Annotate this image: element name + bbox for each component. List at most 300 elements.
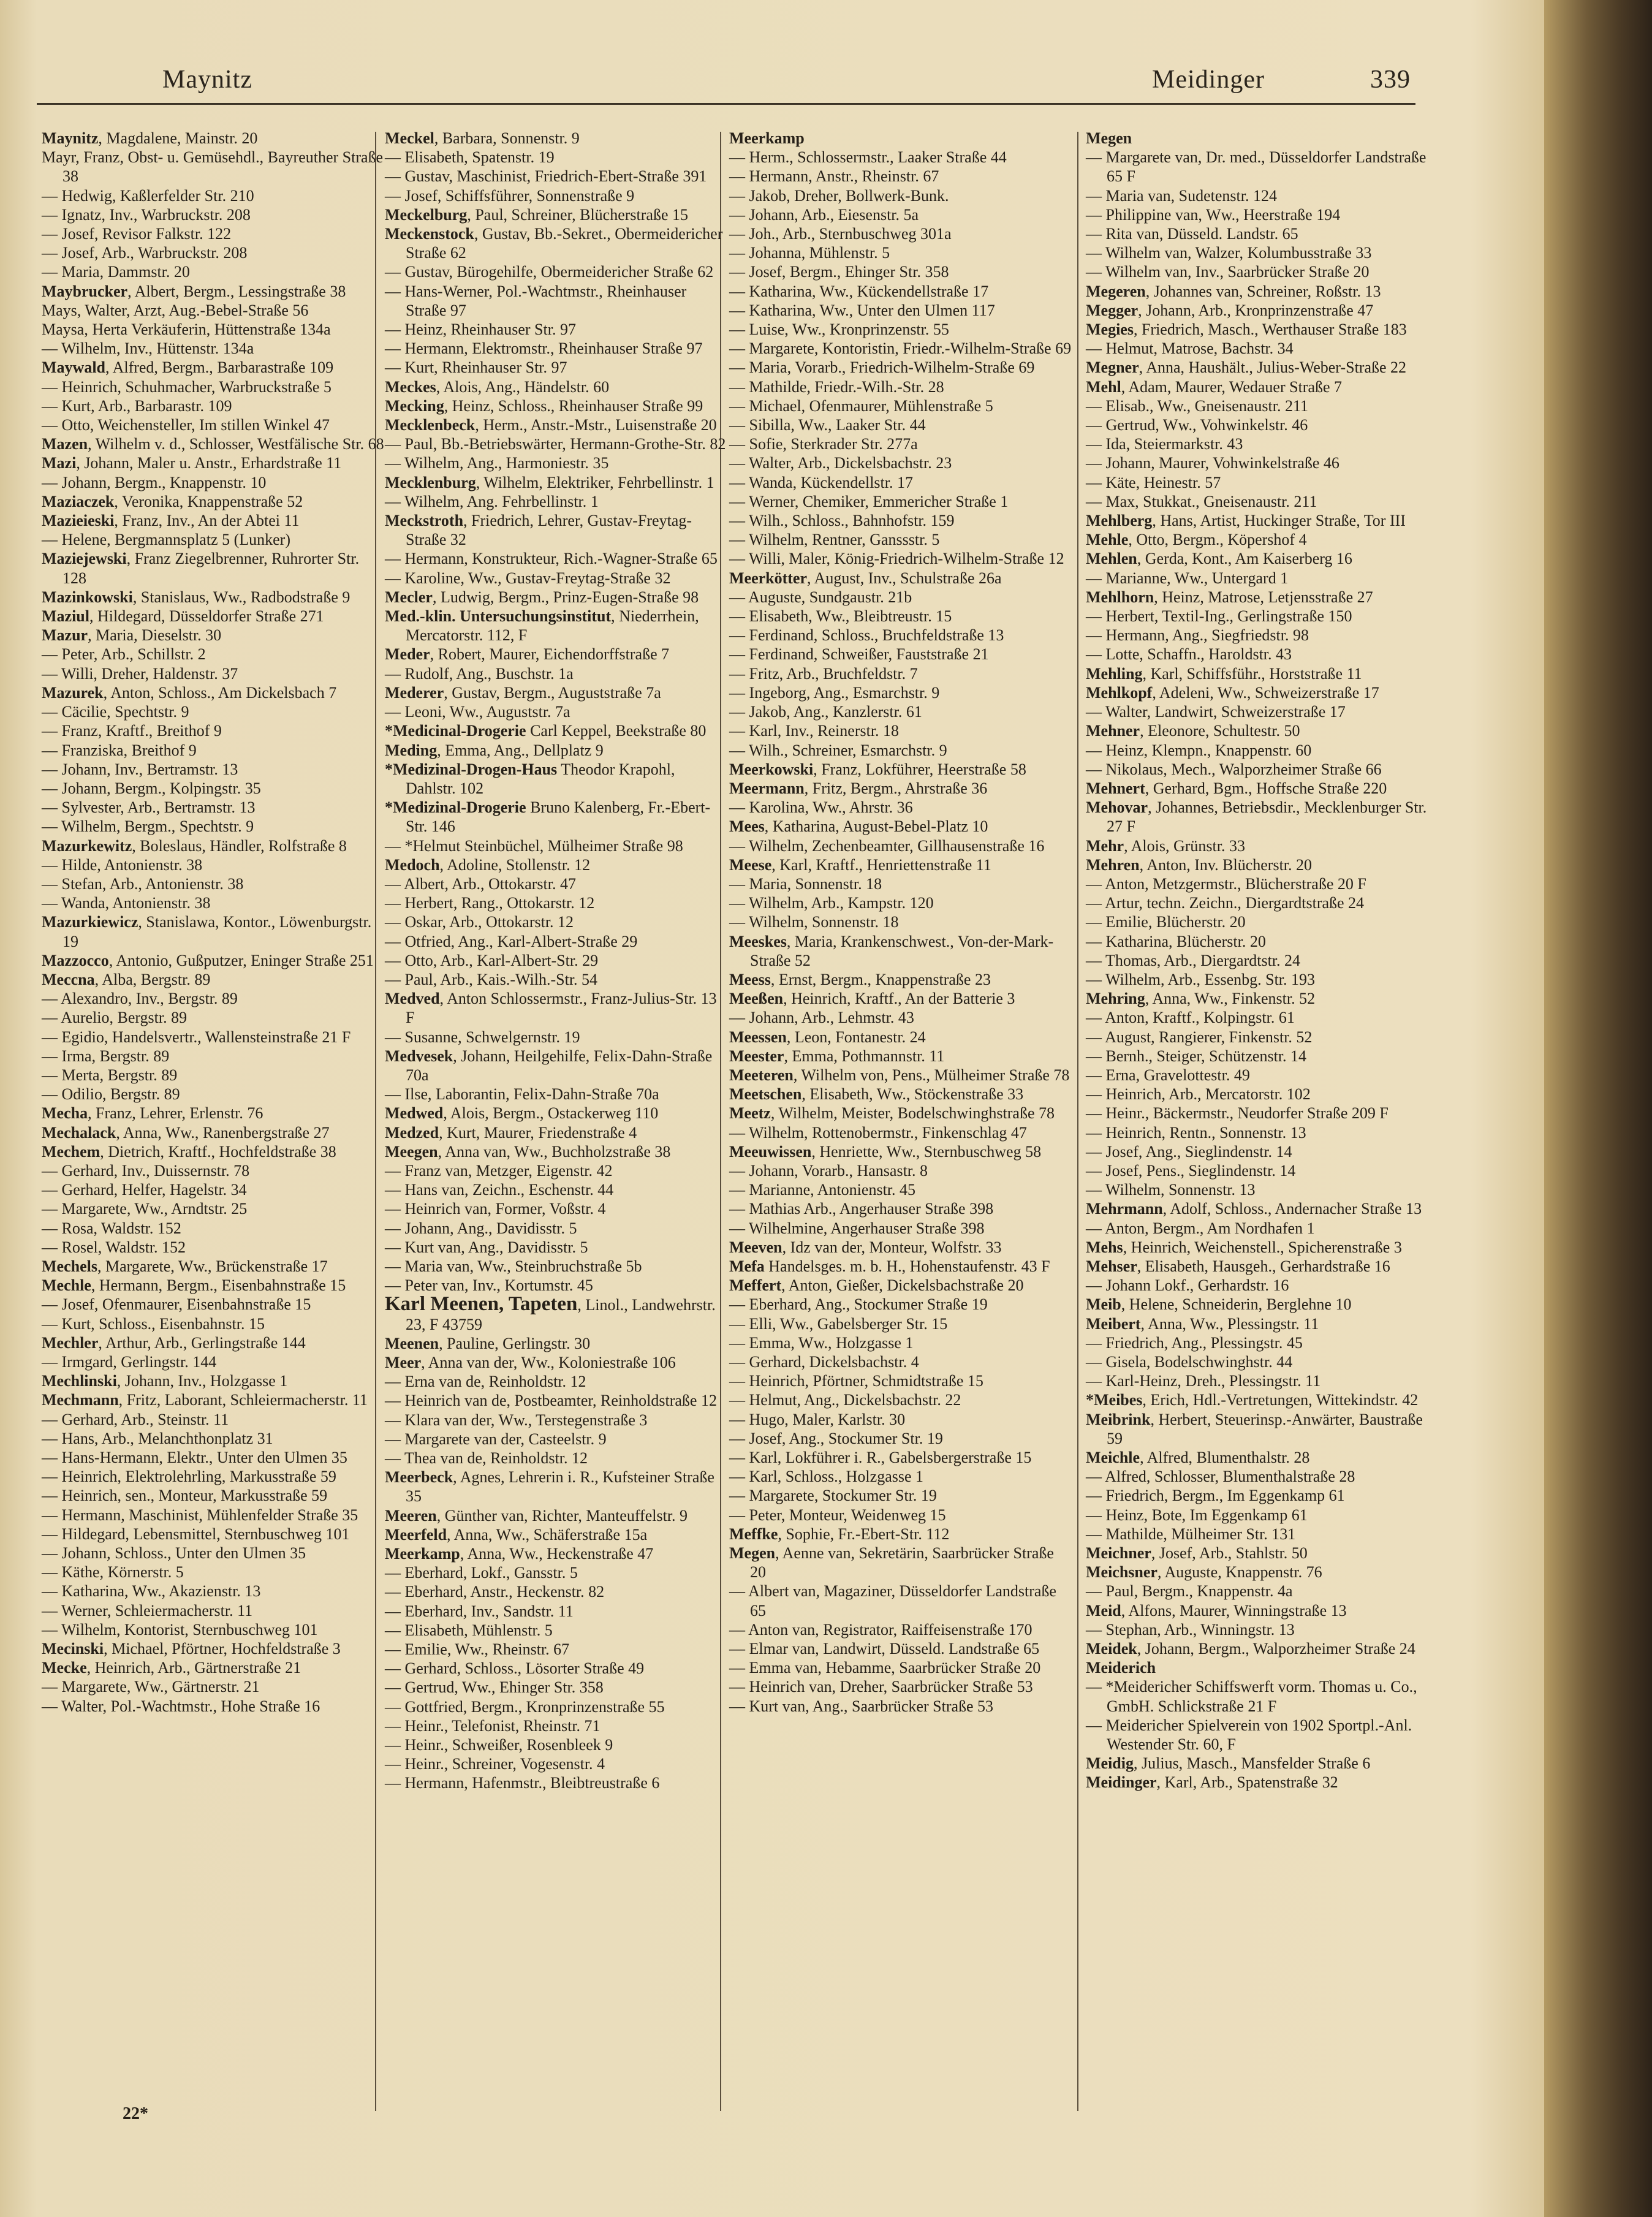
entry-details: , Johann, Maler u. Anstr., Erhardstraße 11	[76, 454, 342, 472]
directory-entry	[729, 912, 1072, 931]
entry-surname: Mehlkopf	[1086, 683, 1153, 702]
entry-details: , Margarete, Ww., Brückenstraße 17	[97, 1257, 328, 1275]
directory-entry	[729, 320, 1072, 339]
directory-entry	[1086, 1563, 1429, 1582]
directory-entry	[1086, 1658, 1429, 1677]
entry-details: , Hermann, Bergm., Eisenbahnstraße 15	[91, 1276, 346, 1295]
directory-entry	[729, 396, 1072, 415]
directory-entry	[729, 301, 1072, 320]
entry-details: — Emilie, Ww., Rheinstr. 67	[385, 1640, 570, 1659]
entry-details: , Johannes van, Schreiner, Roßstr. 13	[1145, 282, 1381, 300]
directory-entry	[385, 1430, 728, 1449]
directory-entry	[1086, 932, 1429, 951]
directory-entry	[42, 645, 385, 664]
entry-surname: Meibrink	[1086, 1410, 1151, 1428]
entry-details: — Alexandro, Inv., Bergstr. 89	[42, 990, 238, 1008]
directory-entry	[385, 358, 728, 377]
entry-details: — Heinrich van, Dreher, Saarbrücker Straße 53	[729, 1678, 1033, 1696]
directory-entry	[385, 377, 728, 396]
directory-entry	[385, 262, 728, 281]
directory-entry	[1086, 339, 1429, 358]
directory-entry	[385, 1468, 728, 1506]
directory-entry	[42, 1142, 385, 1161]
running-header-right: Meidinger	[1152, 66, 1265, 94]
directory-entry	[385, 1602, 728, 1621]
directory-entry	[1086, 1123, 1429, 1142]
entry-surname: Mehovar	[1086, 798, 1148, 817]
directory-entry	[1086, 492, 1429, 511]
entry-details: — Gustav, Maschinist, Friedrich-Ebert-Straße 391	[385, 167, 707, 186]
entry-details: — Gertrud, Ww., Vohwinkelstr. 46	[1086, 416, 1308, 434]
entry-details: — Karl, Lokführer i. R., Gabelsbergerstraße 15	[729, 1449, 1032, 1467]
directory-entry	[1086, 702, 1429, 721]
directory-entry	[1086, 1754, 1429, 1773]
entry-surname: Mehr	[1086, 836, 1124, 855]
directory-entry	[729, 148, 1072, 167]
entry-details: , Anna, Ww., Schäferstraße 15a	[447, 1525, 648, 1544]
directory-entry	[1086, 530, 1429, 549]
entry-details: , August, Inv., Schulstraße 26a	[807, 569, 1002, 587]
directory-entry	[1086, 377, 1429, 396]
directory-entry	[385, 492, 728, 511]
entry-details: , Emma, Ang., Dellplatz 9	[437, 741, 604, 759]
entry-surname: Maziaczek	[42, 492, 115, 510]
entry-details: , Anna, Ww., Plessingstr. 11	[1140, 1314, 1319, 1333]
entry-details: — Wilh., Schreiner, Esmarchstr. 9	[729, 741, 947, 759]
directory-entry	[729, 1390, 1072, 1409]
directory-entry	[385, 129, 728, 148]
directory-entry	[385, 664, 728, 683]
entry-details: , Fritz, Bergm., Ahrstraße 36	[804, 779, 988, 797]
directory-entry	[42, 779, 385, 798]
entry-details: — Elli, Ww., Gabelsberger Str. 15	[729, 1314, 948, 1333]
directory-entry	[1086, 970, 1429, 989]
entry-details: , Agnes, Lehrerin i. R., Kufsteiner Straße 35	[406, 1468, 714, 1506]
entry-surname: Mehs	[1086, 1238, 1123, 1256]
entry-details: — Katharina, Blücherstr. 20	[1086, 932, 1266, 950]
entry-surname: Mehling	[1086, 664, 1143, 683]
entry-surname: Meer	[385, 1354, 422, 1371]
entry-surname: Meffke	[729, 1525, 778, 1543]
entry-details: — Erna van de, Reinholdstr. 12	[385, 1373, 586, 1391]
entry-surname: Meichle	[1086, 1449, 1140, 1467]
directory-entry	[385, 989, 728, 1027]
directory-entry	[42, 1506, 385, 1525]
directory-entry	[729, 1161, 1072, 1180]
entry-details: — Odilio, Bergstr. 89	[42, 1085, 180, 1104]
entry-details: , Alois, Bergm., Ostackerweg 110	[443, 1104, 659, 1123]
entry-surname: Meidinger	[1086, 1773, 1157, 1792]
directory-entry	[729, 893, 1072, 912]
entry-details: — Stephan, Arb., Winningstr. 13	[1086, 1620, 1295, 1639]
entry-surname: Meetschen	[729, 1085, 802, 1104]
entry-details: — Walter, Landwirt, Schweizerstraße 17	[1086, 703, 1346, 721]
entry-details: — Hermann, Konstrukteur, Rich.-Wagner-Straße 65	[385, 550, 718, 568]
entry-surname: *Medicinal-Drogerie	[385, 722, 526, 740]
entry-surname: Mechels	[42, 1257, 97, 1275]
entry-details: — Ida, Steiermarkstr. 43	[1086, 435, 1243, 453]
entry-surname: Meidig	[1086, 1754, 1134, 1773]
directory-entry	[729, 1333, 1072, 1352]
directory-entry	[385, 511, 728, 549]
entry-details: — Anton, Kraftf., Kolpingstr. 61	[1086, 1009, 1295, 1027]
entry-details: , Emma, Pothmannstr. 11	[784, 1047, 945, 1065]
entry-details: — Emma van, Hebamme, Saarbrücker Straße 20	[729, 1659, 1041, 1677]
entry-details: , Heinz, Schloss., Rheinhauser Straße 99	[444, 396, 703, 415]
directory-entry	[1086, 836, 1429, 855]
entry-details: — Wanda, Kückendellstr. 17	[729, 473, 913, 491]
directory-entry	[42, 1677, 385, 1696]
entry-details: — Kurt, Schloss., Eisenbahnstr. 15	[42, 1314, 265, 1333]
directory-entry	[729, 1697, 1072, 1716]
directory-entry	[42, 1697, 385, 1716]
entry-surname: *Medizinal-Drogen-Haus	[385, 760, 558, 778]
directory-entry	[729, 282, 1072, 301]
directory-entry	[42, 224, 385, 243]
directory-entry	[42, 1028, 385, 1047]
directory-entry	[42, 1104, 385, 1123]
entry-details: , Michael, Pförtner, Hochfeldstraße 3	[104, 1640, 341, 1658]
entry-surname: Maziejewski	[42, 550, 127, 568]
directory-entry	[385, 1582, 728, 1601]
directory-entry	[1086, 741, 1429, 760]
directory-entry	[729, 779, 1072, 798]
directory-entry	[385, 1161, 728, 1180]
entry-details: — Kurt, Rheinhauser Str. 97	[385, 358, 567, 377]
directory-entry	[385, 1697, 728, 1716]
entry-surname: Meding	[385, 741, 438, 759]
entry-surname: Meichner	[1086, 1544, 1151, 1563]
entry-details: — Susanne, Schwelgernstr. 19	[385, 1028, 580, 1046]
entry-details: , Eleonore, Schultestr. 50	[1140, 722, 1300, 740]
entry-details: , Anton, Gießer, Dickelsbachstraße 20	[781, 1276, 1024, 1295]
directory-entry	[1086, 760, 1429, 779]
entry-details: , Dietrich, Kraftf., Hochfeldstraße 38	[100, 1142, 336, 1161]
directory-entry	[385, 1391, 728, 1410]
directory-entry	[385, 415, 728, 434]
entry-surname: Megen	[1086, 129, 1132, 147]
entry-details: , Otto, Bergm., Köpershof 4	[1128, 531, 1307, 549]
directory-entry	[1086, 1390, 1429, 1409]
entry-surname: Medvesek	[385, 1047, 453, 1065]
directory-entry	[385, 1123, 728, 1142]
entry-details: , Magdalene, Mainstr. 20	[98, 129, 258, 147]
entry-details: — Paul, Bb.-Betriebswärter, Hermann-Grothe-Str. 82	[385, 435, 726, 453]
entry-details: , Stanislaus, Ww., Radbodstraße 9	[132, 588, 350, 606]
entry-details: — Hermann, Maschinist, Mühlenfelder Straße 35	[42, 1506, 358, 1524]
entry-details: — Peter, Monteur, Weidenweg 15	[729, 1506, 946, 1524]
entry-details: , Anton Schlossermstr., Franz-Julius-Str. 13 F	[406, 990, 717, 1027]
entry-details: — Maria, Vorarb., Friedrich-Wilhelm-Straße 69	[729, 358, 1035, 377]
directory-entry	[1086, 1257, 1429, 1276]
directory-entry	[42, 396, 385, 415]
entry-surname: Megner	[1086, 358, 1139, 377]
directory-entry	[729, 1142, 1072, 1161]
directory-entry	[42, 453, 385, 472]
directory-entry	[42, 1219, 385, 1238]
directory-entry	[385, 1506, 728, 1525]
entry-details: — Alfred, Schlosser, Blumenthalstraße 28	[1086, 1468, 1355, 1486]
entry-details: — Helmut, Matrose, Bachstr. 34	[1086, 339, 1294, 358]
entry-details: , Maria, Krankenschwest., Von-der-Mark-Straße 52	[750, 932, 1054, 969]
entry-details: , Anna, Ww., Finkenstr. 52	[1145, 990, 1316, 1008]
entry-surname: Meetz	[729, 1104, 771, 1123]
directory-entry	[42, 243, 385, 262]
entry-details: — Katharina, Ww., Akazienstr. 13	[42, 1582, 261, 1601]
directory-entry	[1086, 1467, 1429, 1486]
entry-details: Theodor Krapohl, Dahlstr. 102	[406, 760, 675, 797]
directory-entry	[729, 1199, 1072, 1218]
entry-surname: *Medizinal-Drogerie	[385, 798, 526, 817]
entry-surname: Meess	[729, 970, 771, 988]
directory-entry	[385, 549, 728, 568]
entry-details: — Otto, Arb., Karl-Albert-Str. 29	[385, 951, 599, 969]
directory-entry	[1086, 415, 1429, 434]
entry-details: — Heinrich, Arb., Mercatorstr. 102	[1086, 1085, 1311, 1104]
entry-details: — Peter van, Inv., Kortumstr. 45	[385, 1276, 593, 1295]
directory-entry	[42, 893, 385, 912]
page-number: 339	[1370, 66, 1411, 94]
directory-entry	[42, 415, 385, 434]
entry-details: — Sibilla, Ww., Laaker Str. 44	[729, 416, 926, 434]
directory-entry	[385, 1754, 728, 1773]
directory-entry	[729, 186, 1072, 205]
entry-details: , Stanislawa, Kontor., Löwenburgstr. 19	[63, 913, 372, 950]
directory-entry	[1086, 1066, 1429, 1085]
entry-details: — Josef, Ofenmaurer, Eisenbahnstraße 15	[42, 1295, 311, 1314]
directory-entry	[1086, 1486, 1429, 1505]
directory-entry	[385, 434, 728, 453]
entry-details: , Adam, Maurer, Wedauer Straße 7	[1121, 377, 1343, 396]
directory-entry	[729, 1410, 1072, 1429]
entry-details: , Johann, Bergm., Walporzheimer Straße 24	[1137, 1640, 1415, 1658]
directory-entry	[42, 855, 385, 874]
entry-surname: Meermann	[729, 779, 805, 797]
entry-details: — Josef, Pens., Sieglindenstr. 14	[1086, 1161, 1296, 1180]
directory-entry	[1086, 1008, 1429, 1027]
entry-surname: Meffert	[729, 1276, 782, 1295]
entry-surname: Mazieieski	[42, 512, 115, 530]
directory-entry	[1086, 779, 1429, 798]
directory-entry	[729, 473, 1072, 492]
entry-details: — Johann, Inv., Bertramstr. 13	[42, 760, 238, 778]
directory-entry	[1086, 1238, 1429, 1257]
directory-entry	[1086, 396, 1429, 415]
entry-details: — Margarete van der, Casteelstr. 9	[385, 1430, 607, 1448]
directory-entry	[385, 1199, 728, 1218]
entry-details: , Gerhard, Bgm., Hoffsche Straße 220	[1145, 779, 1387, 797]
entry-surname: Mechle	[42, 1276, 91, 1295]
directory-entry	[42, 989, 385, 1008]
entry-details: , Johannes, Betriebsdir., Mecklenburger Str. 27 F	[1107, 798, 1427, 836]
entry-details: Maysa, Herta Verkäuferin, Hüttenstraße 134a	[42, 320, 331, 339]
entry-details: , Alfons, Maurer, Winningstraße 13	[1121, 1601, 1347, 1620]
directory-entry	[385, 798, 728, 836]
entry-details: — Johann, Arb., Lehmstr. 43	[729, 1009, 914, 1027]
entry-details: , Helene, Schneiderin, Berglehne 10	[1121, 1295, 1352, 1314]
directory-entry	[385, 1104, 728, 1123]
entry-details: , Pauline, Gerlingstr. 30	[439, 1334, 591, 1352]
entry-surname: Meerkötter	[729, 569, 808, 587]
directory-entry	[42, 1639, 385, 1658]
entry-surname: Meccna	[42, 970, 95, 988]
directory-entry	[385, 396, 728, 415]
directory-entry	[385, 1716, 728, 1735]
entry-details: , Wilhelm, Elektriker, Fehrbellinstr. 1	[476, 473, 714, 491]
entry-details: , Franz, Lokführer, Heerstraße 58	[813, 760, 1026, 778]
directory-entry	[729, 549, 1072, 568]
entry-details: — Wilhelm, Bergm., Spechtstr. 9	[42, 817, 254, 836]
entry-details: — Wilhelm, Ang. Fehrbellinstr. 1	[385, 492, 599, 510]
entry-surname: Megger	[1086, 301, 1139, 319]
entry-surname: Mecke	[42, 1659, 87, 1677]
directory-entry	[1086, 798, 1429, 836]
entry-details: — Maria van, Sudetenstr. 124	[1086, 186, 1277, 205]
entry-details: — Anton, Bergm., Am Nordhafen 1	[1086, 1219, 1315, 1237]
entry-details: , Erich, Hdl.-Vertretungen, Wittekindstr. 42	[1142, 1391, 1419, 1409]
directory-entry	[42, 1352, 385, 1371]
entry-details: — Heinz, Bote, Im Eggenkamp 61	[1086, 1506, 1308, 1524]
entry-details: — Josef, Ang., Stockumer Str. 19	[729, 1429, 943, 1447]
directory-entry	[42, 1563, 385, 1582]
directory-entry	[1086, 186, 1429, 205]
entry-surname: Mecler	[385, 588, 433, 606]
directory-entry	[42, 262, 385, 281]
entry-details: — Nikolaus, Mech., Walporzheimer Straße 66	[1086, 760, 1382, 778]
entry-surname: Meeskes	[729, 932, 787, 950]
entry-details: — Hermann, Anstr., Rheinstr. 67	[729, 167, 939, 186]
directory-entry	[729, 339, 1072, 358]
directory-entry	[1086, 1314, 1429, 1333]
entry-details: , Herm., Anstr.-Mstr., Luisenstraße 20	[475, 416, 717, 434]
directory-entry	[385, 1238, 728, 1257]
entry-details: , Alois, Grünstr. 33	[1124, 836, 1246, 855]
directory-entry	[1086, 262, 1429, 281]
directory-entry	[729, 932, 1072, 970]
entry-details: , Fritz, Laborant, Schleiermacherstr. 11	[118, 1391, 368, 1409]
entry-details: — Franz van, Metzger, Eigenstr. 42	[385, 1161, 613, 1180]
entry-details: Handelsges. m. b. H., Hohenstaufenstr. 43 F	[764, 1257, 1050, 1275]
entry-surname: Meichsner	[1086, 1563, 1158, 1582]
entry-details: — Maria van, Ww., Steinbruchstraße 5b	[385, 1257, 642, 1275]
entry-details: , Franz, Lehrer, Erlenstr. 76	[88, 1104, 263, 1123]
entry-details: — Elmar van, Landwirt, Düsseld. Landstraße 65	[729, 1640, 1040, 1658]
directory-entry	[729, 741, 1072, 760]
directory-entry	[729, 970, 1072, 989]
entry-details: — Gustav, Bürogehilfe, Obermeidericher Straße 62	[385, 263, 714, 281]
entry-details: , Adoline, Stollenstr. 12	[439, 855, 591, 874]
directory-entry	[385, 1295, 728, 1333]
directory-entry	[729, 1525, 1072, 1544]
directory-column-4	[1086, 129, 1429, 1792]
entry-details: — *Meidericher Schiffswerft vorm. Thomas u. Co., GmbH. Schlickstraße 21 F	[1086, 1678, 1417, 1715]
entry-surname: Meidek	[1086, 1640, 1137, 1658]
entry-surname: Mehser	[1086, 1257, 1137, 1275]
directory-entry	[1086, 1028, 1429, 1047]
entry-surname: Megeren	[1086, 282, 1146, 300]
directory-entry	[42, 530, 385, 549]
entry-details: — Anton van, Registrator, Raiffeisenstraße 170	[729, 1620, 1032, 1639]
entry-details: , Sophie, Fr.-Ebert-Str. 112	[778, 1525, 950, 1543]
directory-entry	[1086, 626, 1429, 645]
entry-surname: Mefa	[729, 1257, 765, 1275]
entry-details: — Kurt van, Ang., Davidisstr. 5	[385, 1238, 588, 1256]
entry-surname: Meeren	[385, 1506, 437, 1525]
directory-entry	[385, 569, 728, 588]
entry-details: — Ilse, Laborantin, Felix-Dahn-Straße 70a	[385, 1085, 659, 1104]
directory-entry	[1086, 1219, 1429, 1238]
entry-details: — Philippine van, Ww., Heerstraße 194	[1086, 205, 1341, 224]
entry-details: — Otfried, Ang., Karl-Albert-Straße 29	[385, 932, 638, 950]
entry-details: — Karl, Inv., Reinerstr. 18	[729, 722, 900, 740]
directory-entry	[385, 855, 728, 874]
entry-details: — Mathilde, Friedr.-Wilh.-Str. 28	[729, 377, 944, 396]
directory-entry	[42, 683, 385, 702]
entry-surname: Mecklenburg	[385, 473, 476, 491]
directory-entry	[729, 1066, 1072, 1085]
directory-entry	[1086, 282, 1429, 301]
entry-surname: Mazzocco	[42, 951, 109, 969]
entry-details: — Margarete, Stockumer Str. 19	[729, 1487, 937, 1505]
directory-entry	[1086, 358, 1429, 377]
directory-entry	[42, 1486, 385, 1505]
running-header-left: Maynitz	[162, 66, 252, 94]
directory-entry	[42, 741, 385, 760]
directory-entry	[42, 1257, 385, 1276]
entry-details: , Gerda, Kont., Am Kaiserberg 16	[1137, 550, 1352, 568]
directory-entry	[42, 282, 385, 301]
directory-column-3	[729, 129, 1072, 1716]
entry-details: — Joh., Arb., Sternbuschweg 301a	[729, 225, 952, 243]
entry-details: — Josef, Arb., Warbruckstr. 208	[42, 244, 248, 262]
entry-surname: Meckelburg	[385, 205, 468, 224]
entry-details: — Gerhard, Dickelsbachstr. 4	[729, 1353, 919, 1371]
entry-details: — Wilhelm, Inv., Hüttenstr. 134a	[42, 339, 254, 358]
directory-entry	[385, 1735, 728, 1754]
directory-entry	[385, 1219, 728, 1238]
entry-details: — Eberhard, Lokf., Gansstr. 5	[385, 1564, 578, 1582]
entry-details: — Heinr., Telefonist, Rheinstr. 71	[385, 1716, 601, 1735]
entry-details: — Franz, Kraftf., Breithof 9	[42, 722, 222, 740]
entry-details: , Wilhelm von, Pens., Mülheimer Straße 78	[793, 1066, 1070, 1084]
entry-surname: Mehrmann	[1086, 1200, 1163, 1218]
entry-details: , Karl, Arb., Spatenstraße 32	[1156, 1773, 1338, 1792]
entry-details: — Wanda, Antonienstr. 38	[42, 894, 211, 912]
directory-entry	[42, 301, 385, 320]
directory-entry	[385, 1411, 728, 1430]
directory-entry	[1086, 683, 1429, 702]
directory-entry	[385, 1028, 728, 1047]
entry-details: — Max, Stukkat., Gneisenaustr. 211	[1086, 492, 1317, 510]
entry-details: — Albert van, Magaziner, Düsseldorfer Landstraße 65	[729, 1582, 1056, 1620]
entry-surname: Meerfeld	[385, 1525, 447, 1544]
entry-details: — Mathias Arb., Angerhauser Straße 398	[729, 1200, 994, 1218]
entry-details: — Sofie, Sterkrader Str. 277a	[729, 435, 918, 453]
directory-entry	[729, 607, 1072, 626]
entry-surname: Meckenstock	[385, 225, 474, 243]
directory-entry	[1086, 588, 1429, 607]
entry-details: — Eberhard, Ang., Stockumer Straße 19	[729, 1295, 988, 1314]
directory-entry	[42, 377, 385, 396]
entry-surname: Meerkamp	[729, 129, 805, 147]
entry-details: , Adeleni, Ww., Schweizerstraße 17	[1152, 683, 1379, 702]
directory-entry	[385, 1563, 728, 1582]
entry-details: — Albert, Arb., Ottokarstr. 47	[385, 874, 576, 893]
directory-entry	[729, 1486, 1072, 1505]
entry-details: — Josef, Revisor Falkstr. 122	[42, 225, 232, 243]
directory-entry	[729, 1238, 1072, 1257]
entry-details: — Johann, Schloss., Unter den Ulmen 35	[42, 1544, 306, 1563]
